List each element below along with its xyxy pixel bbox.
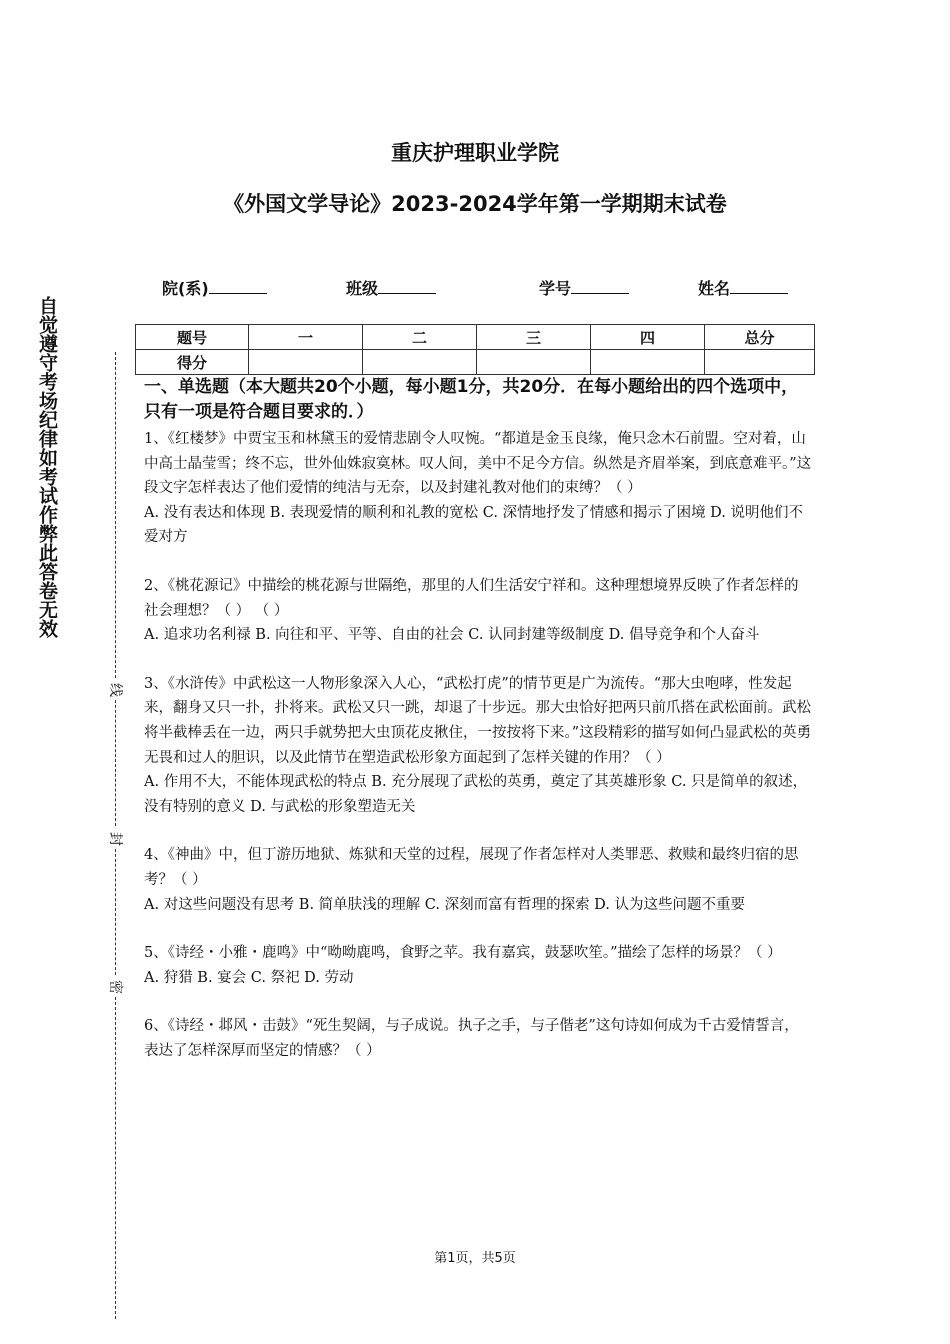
name-field: [698, 276, 788, 299]
id-label: 学号: [539, 279, 572, 298]
score-row-label: 得分: [136, 350, 249, 375]
page-footer: 第1页，共5页: [434, 1251, 516, 1266]
binding-dashed-line: [115, 997, 116, 1319]
question-area: [144, 375, 812, 1063]
id-field: [539, 276, 629, 299]
exam-discipline-notice: 自觉遵守考场纪律如考试作弊此答卷无效: [36, 296, 58, 638]
score-cell[interactable]: [363, 350, 477, 375]
question-options: A. 狩猎 B. 宴会 C. 祭祀 D. 劳动: [144, 969, 354, 986]
score-header-cell: 题号: [136, 325, 249, 350]
exam-title: 《外国文学导论》2023-2024学年第一学期期末试卷: [223, 192, 727, 216]
class-field: [346, 276, 436, 299]
question-stem: 5、《诗经・小雅・鹿鸣》中“呦呦鹿鸣，食野之苹。我有嘉宾，鼓瑟吹笙。”描绘了怎样的场景？（ ）: [144, 945, 782, 962]
dept-label: 院(系): [162, 279, 209, 298]
binding-secret-char: 密: [107, 980, 123, 994]
score-table-header-row: [136, 325, 815, 350]
class-blank[interactable]: [378, 276, 436, 294]
section-title: 一、单选题（本大题共20个小题，每小题1分，共20分．在每小题给出的四个选项中，只有一项是符合题目要求的．）: [144, 377, 799, 422]
dept-field: [162, 276, 267, 299]
question-options: A. 作用不大，不能体现武松的特点 B. 充分展现了武松的英勇，奠定了其英雄形象 C. 只是简单的叙述，没有特别的意义 D. 与武松的形象塑造无关: [144, 774, 808, 815]
question-stem: 3、《水浒传》中武松这一人物形象深入人心，“武松打虎”的情节更是广为流传。“那大虫咆哮，性发起来，翻身又只一扑，扑将来。武松又只一跳，却退了十步远。那大虫恰好把两只前爪搭在武松面前。武松将半截棒丢在一边，两只手就势把大虫顶花皮揪住，一按按将下来。”这段精彩的描写如何凸显武松的英勇无畏和过人的胆识，以及此情节在塑造武松形象方面起到了怎样关键的作用？（ ）: [144, 675, 812, 766]
score-table: [135, 324, 815, 375]
question-stem: 2、《桃花源记》中描绘的桃花源与世隔绝，那里的人们生活安宁祥和。这种理想境界反映了作者怎样的社会理想？（ ） （ ）: [144, 577, 799, 619]
name-blank[interactable]: [730, 276, 788, 294]
dept-blank[interactable]: [209, 276, 267, 294]
question-options: A. 对这些问题没有思考 B. 简单肤浅的理解 C. 深刻而富有哲理的探索 D. 认为这些问题不重要: [144, 896, 746, 913]
score-header-cell: 一: [249, 325, 363, 350]
score-cell[interactable]: [249, 350, 363, 375]
score-header-cell: 三: [477, 325, 591, 350]
binding-line-char: 线: [107, 683, 123, 697]
binding-dashed-line: [115, 352, 116, 678]
score-cell[interactable]: [591, 350, 705, 375]
question-stem: 6、《诗经・邶风・击鼓》“死生契阔，与子成说。执子之手，与子偕老”这句诗如何成为千古爱情誓言，表达了怎样深厚而坚定的情感？（ ）: [144, 1018, 799, 1059]
class-label: 班级: [346, 279, 379, 298]
score-cell[interactable]: [477, 350, 591, 375]
id-blank[interactable]: [571, 276, 629, 294]
question-options: A. 追求功名利禄 B. 向往和平、平等、自由的社会 C. 认同封建等级制度 D. 倡导竞争和个人奋斗: [144, 627, 760, 644]
score-header-cell: 总分: [705, 325, 815, 350]
question-stem: 1、《红楼梦》中贾宝玉和林黛玉的爱情悲剧令人叹惋。“都道是金玉良缘，俺只念木石前盟。空对着，山中高士晶莹雪；终不忘，世外仙姝寂寞林。叹人间，美中不足今方信。纵然是齐眉举案，到底意难平。”这段文字怎样表达了他们爱情的纯洁与无奈，以及封建礼教对他们的束缚？（ ）: [144, 431, 812, 497]
score-table-score-row: [136, 350, 815, 375]
question-options: A. 没有表达和体现 B. 表现爱情的顺利和礼教的宽松 C. 深情地抒发了情感和揭示了困境 D. 说明他们不爱对方: [144, 504, 804, 546]
score-header-cell: 四: [591, 325, 705, 350]
name-label: 姓名: [698, 279, 731, 298]
school-name: 重庆护理职业学院: [391, 141, 559, 165]
question-stem: 4、《神曲》中，但丁游历地狱、炼狱和天堂的过程，展现了作者怎样对人类罪恶、救赎和最终归宿的思考？（ ）: [144, 847, 799, 888]
score-cell[interactable]: [705, 350, 815, 375]
binding-seal-char: 封: [107, 832, 123, 846]
score-header-cell: 二: [363, 325, 477, 350]
binding-dashed-line: [115, 849, 116, 975]
binding-dashed-line: [115, 700, 116, 826]
